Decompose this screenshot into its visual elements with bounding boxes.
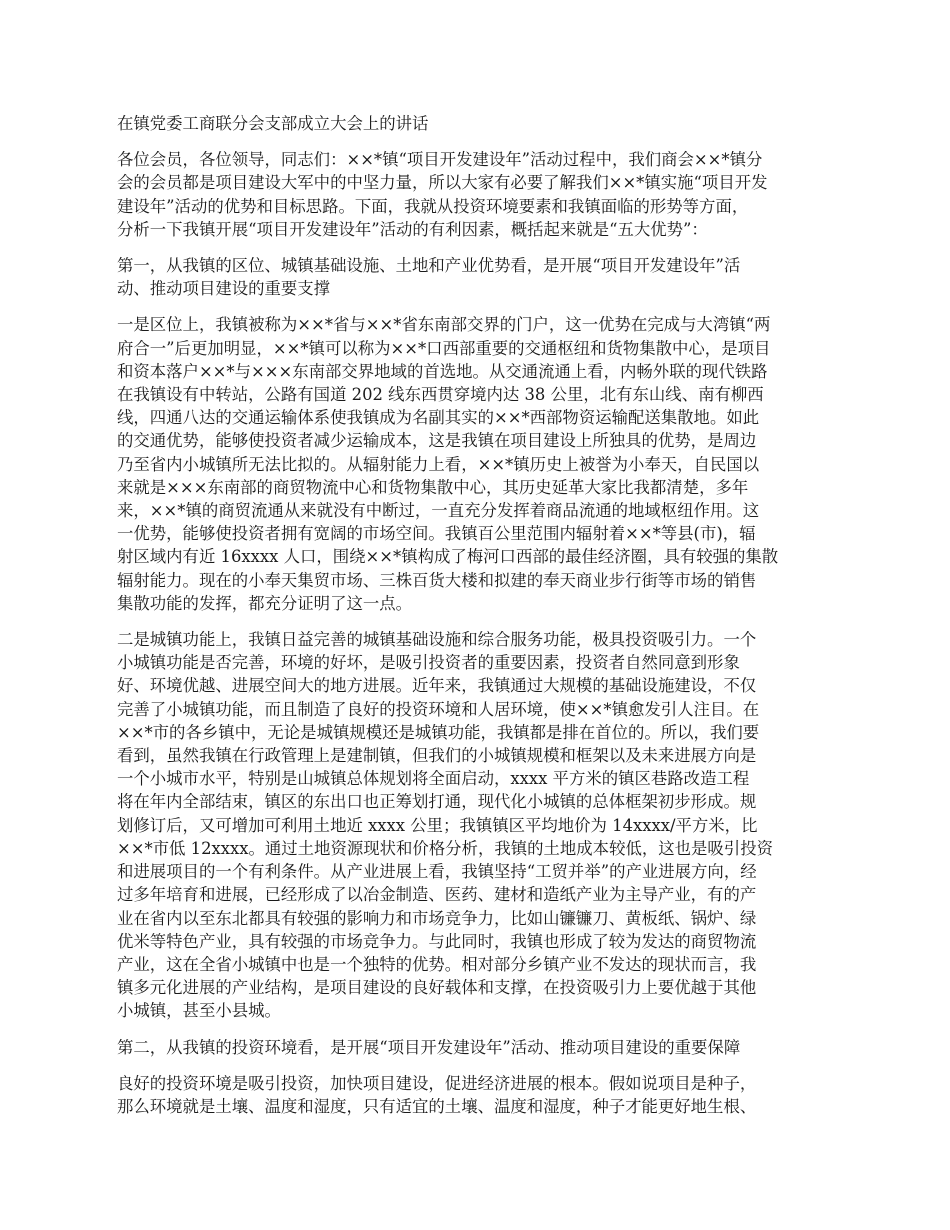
document-title: 在镇党委工商联分会支部成立大会上的讲话: [117, 114, 429, 133]
paragraph-greeting: 各位会员，各位领导，同志们：××*镇“项目开发建设年”活动过程中，我们商会××*镇分 会的会员都是项目建设大军中的中坚力量，所以大家有必要了解我们××*镇实施“项目开发 建设年”活动的优势和目标思路。下面，我就从投资环境要素和我镇面临的形势等方面， 分析一下我镇开展“项目开发建设年”活动的有利因素，概括起来就是“五大优势”：: [117, 150, 768, 239]
paragraph-section-one-heading: 第一，从我镇的区位、城镇基础设施、土地和产业优势看，是开展“项目开发建设年”活 动、推动项目建设的重要支撑: [117, 256, 741, 299]
paragraph-section-two-heading: 第二，从我镇的投资环境看，是开展“项目开发建设年”活动、推动项目建设的重要保障: [117, 1037, 741, 1057]
document-page: [117, 112, 835, 1131]
paragraph-investment-environment: 良好的投资环境是吸引投资，加快项目建设，促进经济进展的根本。假如说项目是种子， 那么环境就是土壤、温度和湿度，只有适宜的土壤、温度和湿度，种子才能更好地生根、: [117, 1073, 757, 1116]
paragraph-location-advantage: 一是区位上，我镇被称为××*省与××*省东南部交界的门户，这一优势在完成与大湾镇“两 府合一”后更加明显，××*镇可以称为××*口西部重要的交通枢纽和货物集散中心，是项目 和资本落户××*与×××东南部交界地域的首选地。从交通流通上看，内畅外联的现代铁路 在我镇设有中转站，公路有国道 202 线东西贯穿境内达 38 公里，北有东山线、南有柳西 线，四通八达的交通运输体系使我镇成为名副其实的××*西部物资运输配送集散地。如此 的交通优势，能够使投资者减少运输成本，这是我镇在项目建设上所独具的优势，是周边 乃至省内小城镇所无法比拟的。从辐射能力上看，××*镇历史上被誉为小奉天，自民国以 来就是×××东南部的商贸物流中心和货物集散中心，其历史延革大家比我都清楚，多年 来，××*镇的商贸流通从来就没有中断过，一直充分发挥着商品流通的地域枢纽作用。这 一优势，能够使投资者拥有宽阔的市场空间。我镇百公里范围内辐射着××*等县(市)，辐 射区域内有近 16xxxx 人口，围绕××*镇构成了梅河口西部的最佳经济圈，具有较强的集散 辐射能力。现在的小奉天集贸市场、三株百货大楼和拟建的奉天商业步行街等市场的销售 集散功能的发挥，都充分证明了这一点。: [117, 315, 779, 613]
paragraph-town-function: 二是城镇功能上，我镇日益完善的城镇基础设施和综合服务功能，极具投资吸引力。一个 小城镇功能是否完善，环境的好坏，是吸引投资者的重要因素，投资者自然同意到形象 好、环境优越、进展空间大的地方进展。近年来，我镇通过大规模的基础设施建设，不仅 完善了小城镇功能，而且制造了良好的投资环境和人居环境，使××*镇愈发引人注目。在 ××*市的各乡镇中，无论是城镇规模还是城镇功能，我镇都是排在首位的。所以，我们要 看到，虽然我镇在行政管理上是建制镇，但我们的小城镇规模和框架以及未来进展方向是 一个小城市水平，特别是山城镇总体规划将全面启动，xxxx 平方米的镇区巷路改造工程 将在年内全部结束，镇区的东出口也正筹划打通，现代化小城镇的总体框架初步形成。规 划修订后，又可增加可利用土地近 xxxx 公里；我镇镇区平均地价为 14xxxx/平方米，比 ××*市低 12xxxx。通过土地资源现状和价格分析，我镇的土地成本较低，这也是吸引投资 和进展项目的一个有利条件。从产业进展上看，我镇坚持“工贸并举”的产业进展方向，经 过多年培育和进展，已经形成了以冶金制造、医药、建材和造纸产业为主导产业，有的产 业在省内以至东北都具有较强的影响力和市场竞争力，比如山镰镰刀、黄板纸、锅炉、绿 优米等特色产业，具有较强的市场竞争力。与此同时，我镇也形成了较为发达的商贸物流 产业，这在全省小城镇中也是一个独特的优势。相对部分乡镇产业不发达的现状而言，我 镇多元化进展的产业结构，是项目建设的良好载体和支撑，在投资吸引力上要优越于其他 小城镇，甚至小县城。: [117, 630, 773, 1021]
